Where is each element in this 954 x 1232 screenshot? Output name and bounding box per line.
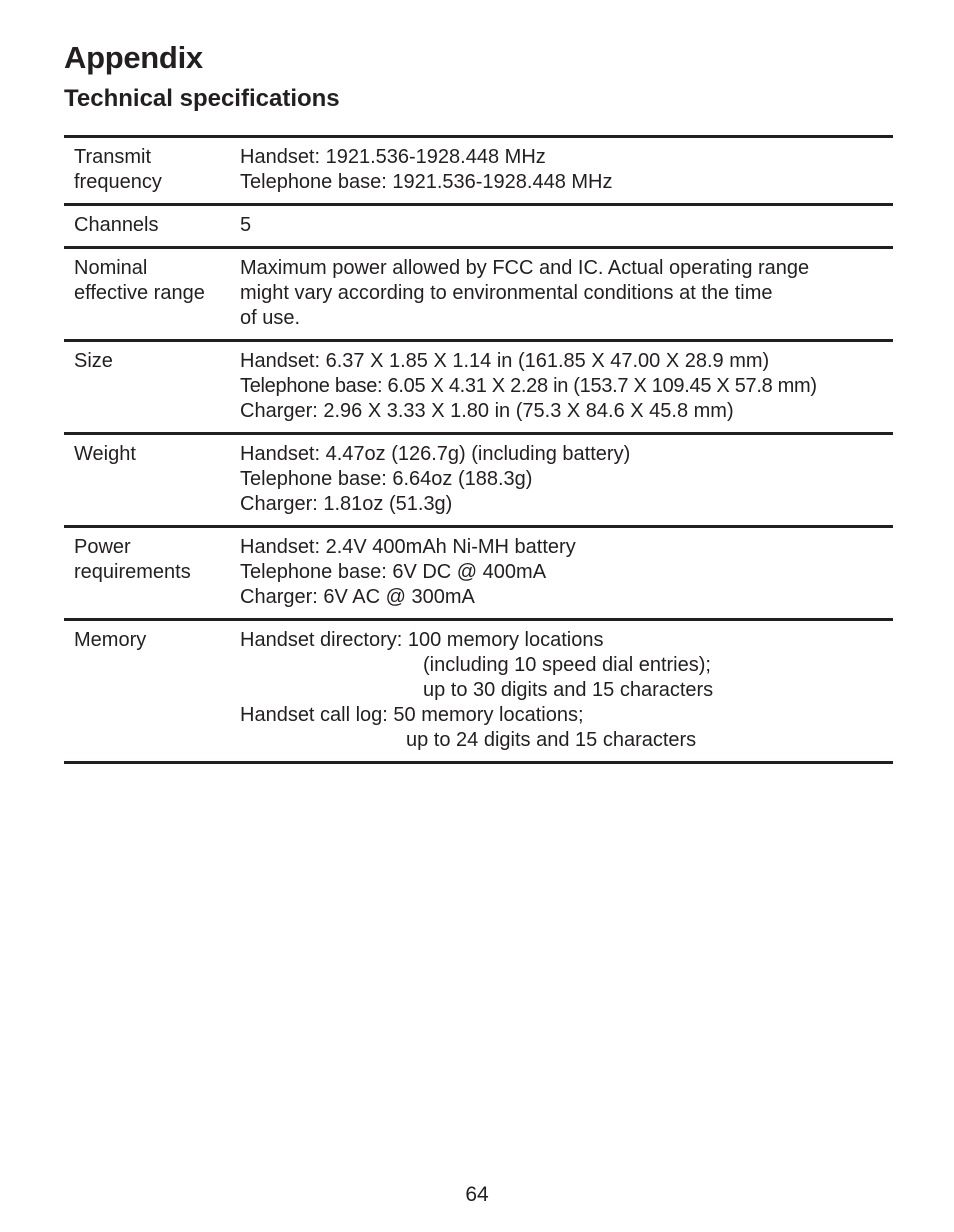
spec-value-line: Handset call log: 50 memory locations; xyxy=(240,704,584,726)
spec-value-line: Charger: 6V AC @ 300mA xyxy=(240,586,475,608)
spec-value-line: Telephone base: 1921.536-1928.448 MHz xyxy=(240,171,613,193)
spec-row-memory xyxy=(64,620,893,763)
section-title: Technical specifications xyxy=(64,85,340,112)
spec-label-line: Size xyxy=(74,350,113,372)
spec-value xyxy=(240,527,893,620)
spec-value-line: of use. xyxy=(240,307,301,329)
spec-value xyxy=(240,620,893,763)
spec-value-line: Charger: 1.81oz (51.3g) xyxy=(240,493,453,515)
spec-row-power-requirements xyxy=(64,527,893,620)
spec-row-weight xyxy=(64,434,893,527)
spec-value xyxy=(240,434,893,527)
spec-row-nominal-effective-range xyxy=(64,248,893,341)
spec-label-line: Channels xyxy=(74,214,159,236)
spec-value-line: Telephone base: 6.05 X 4.31 X 2.28 in (153.7 X 109.45 X 57.8 mm) xyxy=(240,375,817,397)
page-number: 64 xyxy=(465,1183,489,1206)
spec-row-transmit-frequency xyxy=(64,137,893,205)
spec-label-line: Memory xyxy=(74,629,147,651)
spec-value-line: Handset: 2.4V 400mAh Ni-MH battery xyxy=(240,536,576,558)
spec-value-line: up to 24 digits and 15 characters xyxy=(406,729,697,751)
spec-value-line: Maximum power allowed by FCC and IC. Actual operating range xyxy=(240,257,810,279)
spec-value-line: Handset: 6.37 X 1.85 X 1.14 in (161.85 X 47.00 X 28.9 mm) xyxy=(240,350,770,372)
spec-label-line: effective range xyxy=(74,282,205,304)
spec-value-line: Telephone base: 6.64oz (188.3g) xyxy=(240,468,533,490)
spec-label-line: requirements xyxy=(74,561,191,583)
spec-label xyxy=(64,341,240,434)
spec-label xyxy=(64,527,240,620)
spec-label-line: Power xyxy=(74,536,131,558)
spec-value xyxy=(240,248,893,341)
spec-value xyxy=(240,137,893,205)
spec-label-line: frequency xyxy=(74,171,162,193)
spec-value-line: Handset directory: 100 memory locations xyxy=(240,629,604,651)
spec-label-line: Nominal xyxy=(74,257,148,279)
spec-value-line: Handset: 4.47oz (126.7g) (including battery) xyxy=(240,443,631,465)
spec-row-size xyxy=(64,341,893,434)
page-title: Appendix xyxy=(64,40,203,75)
spec-value-line: might vary according to environmental conditions at the time xyxy=(240,282,773,304)
spec-label-line: Weight xyxy=(74,443,136,465)
spec-label xyxy=(64,434,240,527)
spec-value-line: Charger: 2.96 X 3.33 X 1.80 in (75.3 X 84.6 X 45.8 mm) xyxy=(240,400,734,422)
spec-value-line: Telephone base: 6V DC @ 400mA xyxy=(240,561,547,583)
spec-row-channels xyxy=(64,205,893,248)
spec-value-line: Handset: 1921.536-1928.448 MHz xyxy=(240,146,546,168)
spec-label xyxy=(64,248,240,341)
spec-label xyxy=(64,620,240,763)
spec-label xyxy=(64,205,240,248)
spec-label xyxy=(64,137,240,205)
spec-value xyxy=(240,341,893,434)
spec-value-line: up to 30 digits and 15 characters xyxy=(423,679,714,701)
spec-value-line: (including 10 speed dial entries); xyxy=(423,654,711,676)
spec-label-line: Transmit xyxy=(74,146,152,168)
spec-value xyxy=(240,205,893,248)
specifications-table xyxy=(64,135,893,764)
spec-value-line: 5 xyxy=(240,214,252,236)
